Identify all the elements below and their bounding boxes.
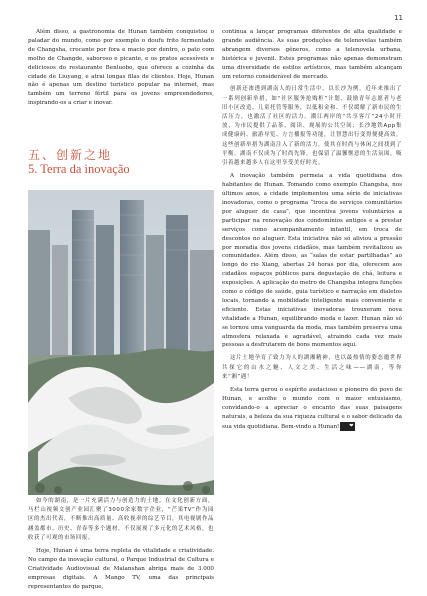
closing-zh: 这片土地孕育了致力为人的湖湘精神，也以最热情的姿态邀世界共探它的山水之魅、人文之美、生活之味——湖南，等你来“湘”遇！ bbox=[222, 355, 402, 380]
section-heading bbox=[28, 148, 130, 176]
mango-tv-paragraph: continua a lançar programas diferentes de alta qualidade e grande audiência. As suas produções de telenovelas também abrangem diversos gêneros, como a telenovela urbana, histórica e juvenil. Estes programas não apenas demonstram uma diversidade de estilos artísticos, mas também alcançam um retorno considerável de mercado. bbox=[222, 29, 402, 80]
city-skyline-image bbox=[28, 190, 214, 495]
page-number: 11 bbox=[394, 14, 403, 22]
closing-pt bbox=[222, 386, 402, 431]
left-column-bottom bbox=[28, 497, 214, 596]
culture-innovation-pt: Hoje, Hunan é uma terra repleta de vitalidade e criatividade. No campo da inovação cultural, o Parque Industrial de Cultura e Criatividade Audiovisual de Malanshan abriga mais de 3.000 empresas digitais. A Mango TV, uma das principais representantes do parque, bbox=[28, 548, 214, 590]
culture-innovation-zh: 如今的湖南，是一片充满活力与创造力的土地。在文化创新方面，马栏山视频文创产业园汇聚了3000余家数字企业，“芒果TV”作为园区的杰出代表，不断推出高质量、高收视率的综艺节目，其电视剧作品涵盖都市、历史、青春等多个题材，不仅展现了多元化的艺术风格，也收获了可观的市场回报。 bbox=[28, 498, 214, 541]
city-photo bbox=[28, 190, 214, 495]
closing-pt-text: Esta terra gerou o espírito audacioso e pioneiro do povo de Hunan, e acolhe o mundo com o maior entusiasmo, convidando-o a apreciar o encanto das suas paisagens naturais, a beleza da sua riqueza cultural e o sabor delicado da sua vida quotidiana. Bem-vindo a Hunan! bbox=[222, 387, 402, 430]
end-mark-icon: ❤ bbox=[340, 422, 354, 431]
section-title-zh: 五、创新之地 bbox=[28, 148, 113, 162]
daily-life-zh: 创新还渗透到湖南人的日常生活中。以长沙为例，近年来推出了一系列创新举措，如“社区服务抢购柜”计划，鼓励青年志愿者与老旧小区改造、儿童托管等服务，以低租金和、不仅缓解了新市民的生活压力，也激活了社区的活力。潮江两岸的“共享客厅”24小时开放，为市民提供了品茶、阅读、观展的公共空间；长沙地铁App集成健康码、旅游导览、方言播报等功能，让智慧出行变得便捷高效。这些创新举措为湖南注入了新的活力，使其在时尚与休闲之间找到了平衡。湖南不仅成为了时尚先锋，也保留了温馨惬意的生活氛围，吸引着越来越多人在这里享受美好时光。 bbox=[222, 86, 402, 167]
left-column-top bbox=[28, 28, 214, 112]
section-title-pt: 5. Terra da inovação bbox=[28, 162, 130, 176]
right-column bbox=[222, 28, 402, 435]
gastronomy-paragraph: Além disso, a gastronomia de Hunan também conquistou o paladar do mundo, como por exemplo o doufu frito fermentado de Changsha, crocante por fora e macio por dentro, o pato com molho de Changde, saboroso e picante, e os pratos acessíveis e deliciosos do restaurante Benluobo, que oferece a cozinha da cidade de Liuyang, e atrai longas filas de clientes. Hoje, Hunan não é apenas um destino turístico popular na internet, mas também um terreno fértil para os jovens empreendedores, inspirando-os a criar e inovar. bbox=[28, 29, 214, 107]
daily-life-pt: A inovação também permeia a vida quotidiana dos habitantes de Hunan. Tomando como exemplo Changsha, nos últimos anos, a cidade implementou uma série de iniciativas inovadoras, como o programa “troca de serviços comunitários por aluguer de casa”, que incentiva jovens voluntários a participar na renovação dos condomínios antigos e a prestar serviços como acompanhamento infantil, em troca de descontos no aluguer. Esta iniciativa não só aliviou a pressão por moradia dos jovens cidadãos, mas também revitalizou as comunidades. Além disso, as “salas de estar partilhadas” ao longo do rio Xiang, abertas 24 horas por dia, oferecem aos cidadãos espaços públicos para degustação de chá, leitura e exposições. A aplicação do metro de Changsha integra funções como o código de saúde, guia turístico e narração em dialetos locais, tornando a mobilidade inteligente mais conveniente e eficiente. Estas iniciativas inovadoras trouxeram nova vitalidade a Hunan, equilibrando moda e lazer. Hunan não só se tornou uma vanguarda da moda, mas também preserva uma atmosfera relaxada e agradável, atraindo cada vez mais pessoas a desfrutarem de bons momentos aqui. bbox=[222, 173, 402, 349]
